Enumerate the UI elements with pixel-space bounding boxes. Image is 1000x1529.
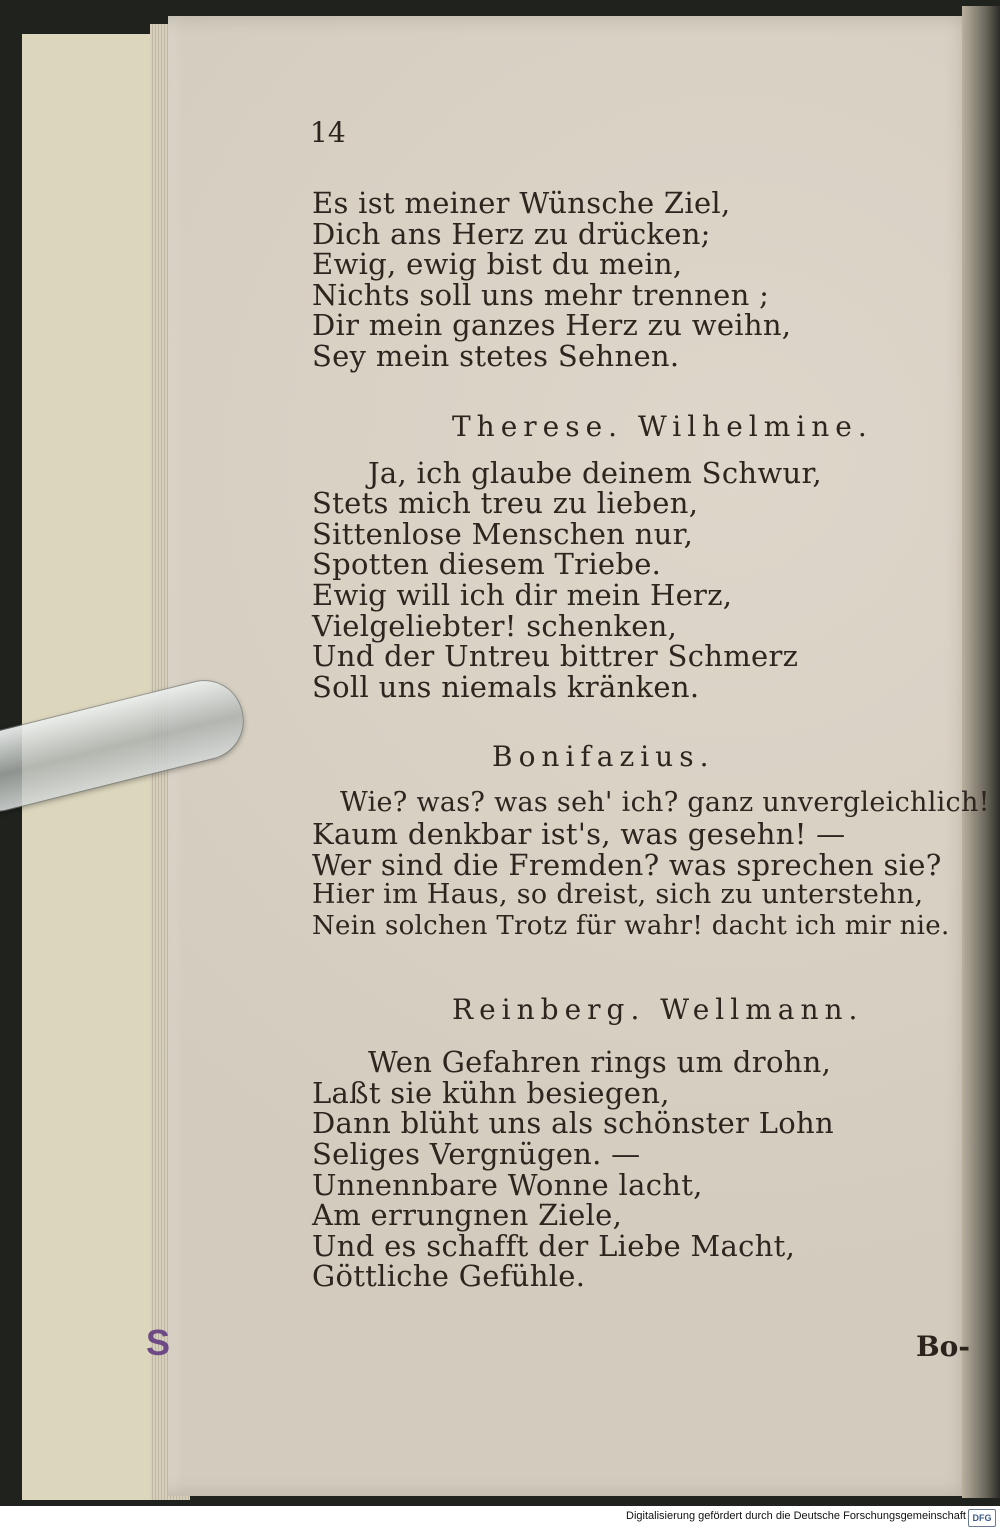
- verse-line: Spotten diesem Triebe.: [312, 547, 662, 582]
- verse-line: Dann blüht uns als schönster Lohn: [312, 1106, 834, 1141]
- verse-line: Göttliche Gefühle.: [312, 1259, 586, 1294]
- page-number: 14: [310, 116, 346, 149]
- verse-line: Dir mein ganzes Herz zu weihn,: [312, 308, 792, 343]
- verse-line: Stets mich treu zu lieben,: [312, 486, 699, 521]
- verse-line: Sey mein stetes Sehnen.: [312, 338, 680, 373]
- verse-line: Dich ans Herz zu drücken;: [312, 216, 711, 251]
- speaker-heading: Reinberg. Wellmann.: [452, 993, 864, 1027]
- verse-line: Ja, ich glaube deinem Schwur,: [368, 455, 822, 490]
- verse-line: Wer sind die Fremden? was sprechen sie?: [312, 847, 942, 882]
- verse-line: Und es schafft der Liebe Macht,: [312, 1228, 796, 1263]
- verse-line: Unnennbare Wonne lacht,: [312, 1167, 703, 1202]
- dfg-logo: DFG: [968, 1509, 996, 1527]
- speaker-heading: Bonifazius.: [492, 740, 715, 774]
- verse-line: Nichts soll uns mehr trennen ;: [312, 277, 770, 312]
- verse-line: Wen Gefahren rings um drohn,: [368, 1045, 832, 1080]
- verse-line: Vielgeliebter! schenken,: [312, 608, 678, 643]
- speaker-heading: Therese. Wilhelmine.: [452, 409, 873, 443]
- verse-line: Am errungnen Ziele,: [312, 1198, 623, 1233]
- verse-line: Soll uns niemals kränken.: [312, 669, 700, 704]
- verse-line: Es ist meiner Wünsche Ziel,: [312, 186, 731, 220]
- verse-line: Ewig, ewig bist du mein,: [312, 247, 683, 282]
- credit-bar: [0, 1506, 1000, 1529]
- verse-line: Und der Untreu bittrer Schmerz: [312, 639, 799, 674]
- verse-text: [312, 186, 990, 1294]
- verse-line: Wie? was? was seh' ich? ganz unvergleichlich!: [340, 787, 990, 819]
- verse-line: Laßt sie kühn besiegen,: [312, 1075, 670, 1110]
- verse-line: Hier im Haus, so dreist, sich zu unterstehn,: [312, 879, 924, 911]
- verse-line: Kaum denkbar ist's, was gesehn! —: [312, 816, 846, 851]
- verse-line: Seliges Vergnügen. —: [312, 1137, 641, 1172]
- catchword: Bo-: [916, 1330, 970, 1363]
- funding-credit: Digitalisierung gefördert durch die Deutsche Forschungsgemeinschaft: [626, 1510, 966, 1522]
- verse-line: Sittenlose Menschen nur,: [312, 516, 694, 551]
- verse-line: Ewig will ich dir mein Herz,: [312, 577, 733, 612]
- verse-line: Nein solchen Trotz für wahr! dacht ich mir nie.: [312, 910, 950, 941]
- book-gutter: [962, 6, 1000, 1498]
- library-stamp: S: [146, 1322, 171, 1363]
